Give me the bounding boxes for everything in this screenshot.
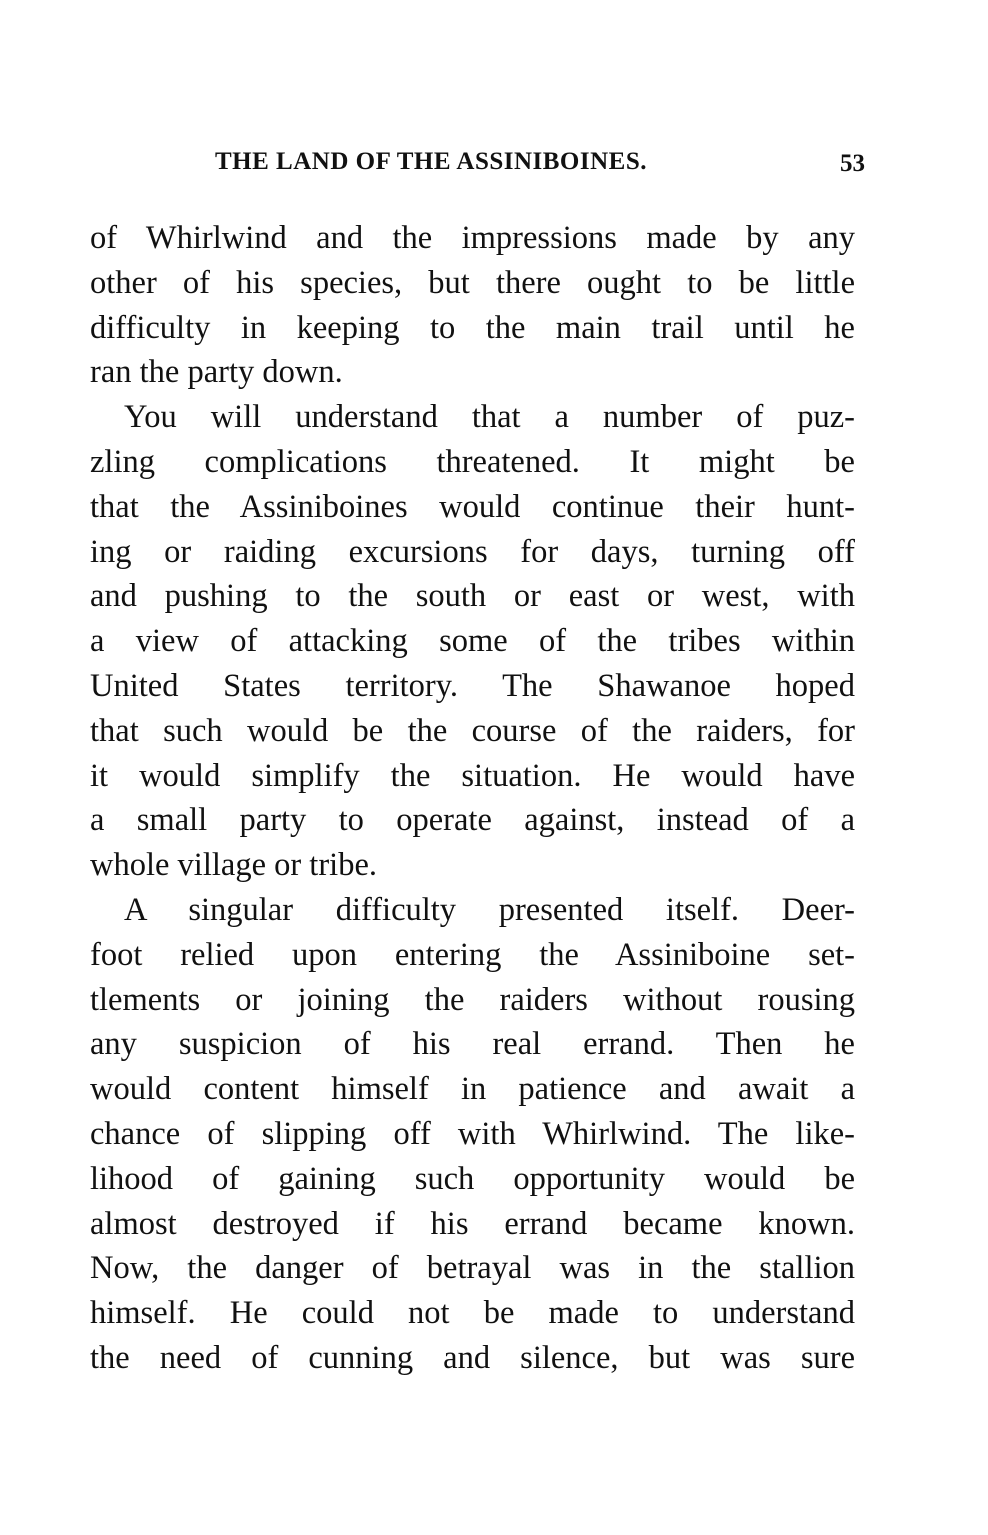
- text-line: a view of attacking some of the tribes within: [90, 623, 855, 660]
- text-line: would content himself in patience and await a: [90, 1071, 855, 1108]
- text-line: and pushing to the south or east or west, with: [90, 578, 855, 615]
- text-line: foot relied upon entering the Assiniboine set-: [90, 936, 855, 973]
- running-title: THE LAND OF THE ASSINIBOINES.: [215, 148, 647, 175]
- text-line: You will understand that a number of puz-: [124, 399, 855, 436]
- text-line: that the Assiniboines would continue their hunt-: [90, 488, 855, 525]
- text-line: any suspicion of his real errand. Then he: [90, 1026, 855, 1063]
- text-line: the need of cunning and silence, but was sure: [90, 1339, 855, 1376]
- running-header: [215, 148, 865, 184]
- text-line: almost destroyed if his errand became known.: [90, 1205, 855, 1242]
- text-line: it would simplify the situation. He would have: [90, 757, 855, 794]
- page-number: 53: [840, 150, 865, 177]
- text-line: United States territory. The Shawanoe hoped: [90, 667, 855, 704]
- text-line: tlements or joining the raiders without rousing: [90, 981, 855, 1018]
- text-line: himself. He could not be made to understand: [90, 1295, 855, 1332]
- text-line: lihood of gaining such opportunity would be: [90, 1160, 855, 1197]
- text-line: Now, the danger of betrayal was in the stallion: [90, 1250, 855, 1287]
- text-line: ran the party down.: [90, 354, 343, 391]
- text-line: other of his species, but there ought to be little: [90, 264, 855, 301]
- text-line: A singular difficulty presented itself. Deer-: [124, 891, 855, 928]
- text-line: a small party to operate against, instead of a: [90, 802, 855, 839]
- text-line: zling complications threatened. It might be: [90, 443, 855, 480]
- text-line: difficulty in keeping to the main trail until he: [90, 309, 855, 346]
- text-line: chance of slipping off with Whirlwind. The like-: [90, 1115, 855, 1152]
- text-line: whole village or tribe.: [90, 847, 377, 884]
- page-body: [90, 216, 855, 1381]
- text-line: of Whirlwind and the impressions made by any: [90, 220, 855, 256]
- text-line: that such would be the course of the raiders, for: [90, 712, 855, 749]
- text-line: ing or raiding excursions for days, turning off: [90, 533, 855, 570]
